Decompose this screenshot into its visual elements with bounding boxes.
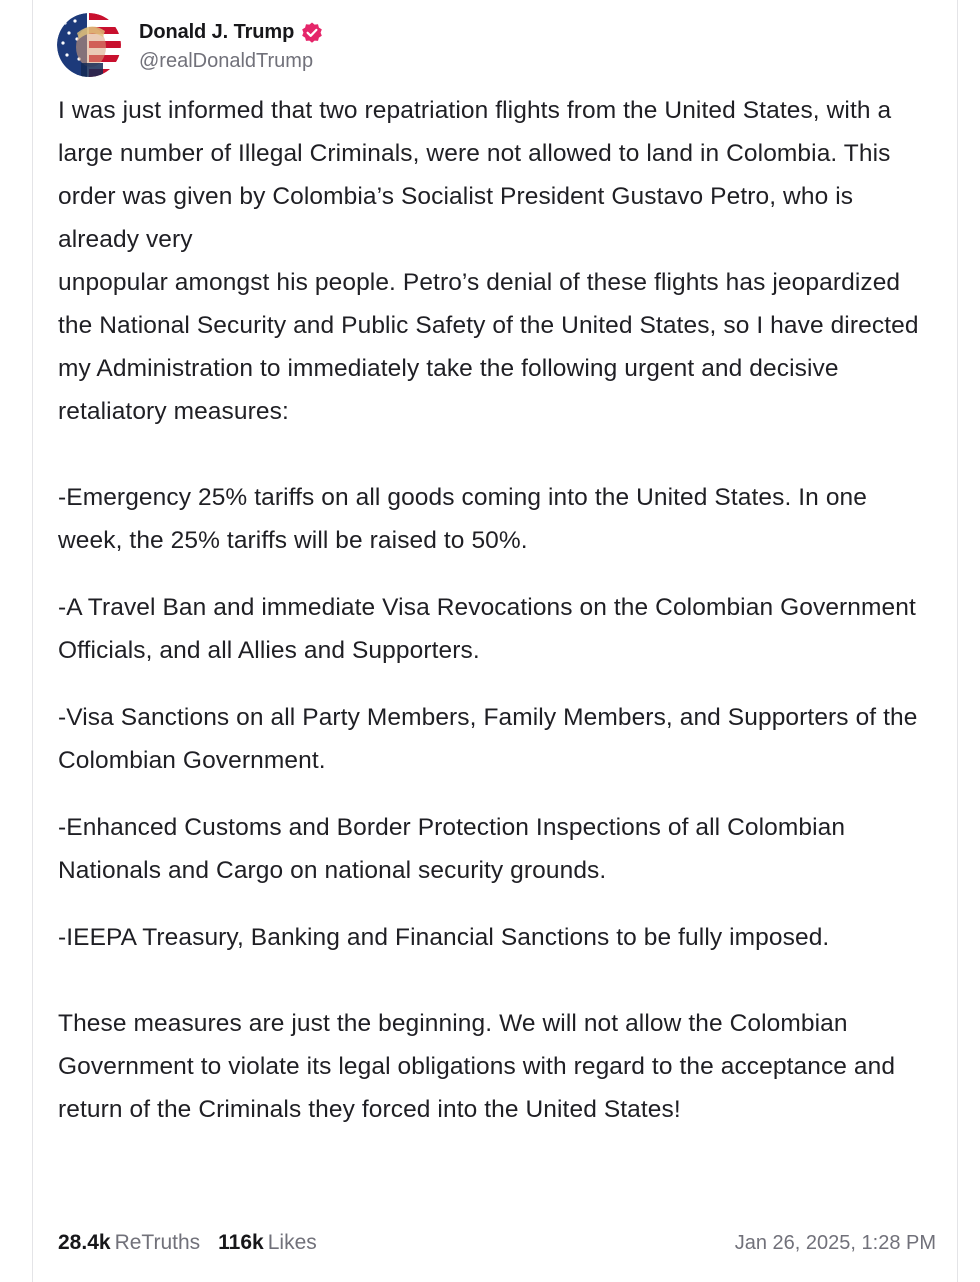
paragraph-spacer — [58, 959, 938, 1002]
paragraph-spacer — [58, 433, 938, 476]
verified-badge-icon — [300, 21, 324, 45]
measure-item: -Enhanced Customs and Border Protection Inspections of all Colombian Nationals and Cargo on national security grounds. — [58, 814, 846, 884]
measure-item: -IEEPA Treasury, Banking and Financial Sanctions to be fully imposed. — [58, 924, 830, 951]
post-card — [32, 0, 958, 1282]
paragraph-spacer — [58, 892, 938, 916]
avatar-image — [57, 13, 121, 77]
post-paragraph-intro-2: unpopular amongst his people. Petro’s denial of these flights has jeopardized the National Security and Public Safety of the United States, so I have directed my Administration to immediately take the following urgent and decisive retaliatory measures: — [58, 269, 919, 425]
post-paragraph-intro-1: I was just informed that two repatriation flights from the United States, with a large number of Illegal Criminals, were not allowed to land in Colombia. This order was given by Colombia’s Socialist President Gustavo Petro, who is already very — [58, 97, 892, 253]
handle[interactable]: @realDonaldTrump — [139, 49, 314, 72]
retruths-label: ReTruths — [114, 1231, 201, 1254]
paragraph-spacer — [58, 782, 938, 806]
measure-item: -Emergency 25% tariffs on all goods coming into the United States. In one week, the 25% tariffs will be raised to 50%. — [58, 484, 867, 554]
display-name[interactable]: Donald J. Trump — [139, 21, 295, 43]
retruths-count: 28.4k — [58, 1231, 111, 1254]
post-paragraph-closing: These measures are just the beginning. We will not allow the Colombian Government to violate its legal obligations with regard to the acceptance and return of the Criminals they forced into the United States! — [58, 1010, 896, 1123]
likes-label: Likes — [267, 1231, 317, 1254]
display-name-row — [139, 18, 324, 48]
likes-count: 116k — [218, 1231, 264, 1254]
retruths-stat[interactable] — [58, 1231, 200, 1255]
post-body — [58, 89, 938, 1131]
post-footer — [58, 1228, 936, 1258]
measure-item: -Visa Sanctions on all Party Members, Family Members, and Supporters of the Colombian Government. — [58, 704, 918, 774]
avatar[interactable] — [57, 13, 121, 77]
author-names — [139, 18, 324, 73]
paragraph-spacer — [58, 672, 938, 696]
post-timestamp[interactable]: Jan 26, 2025, 1:28 PM — [734, 1231, 936, 1254]
paragraph-spacer — [58, 562, 938, 586]
measure-item: -A Travel Ban and immediate Visa Revocations on the Colombian Government Officials, and all Allies and Supporters. — [58, 594, 916, 664]
post-header — [57, 12, 324, 78]
likes-stat[interactable] — [218, 1231, 317, 1255]
